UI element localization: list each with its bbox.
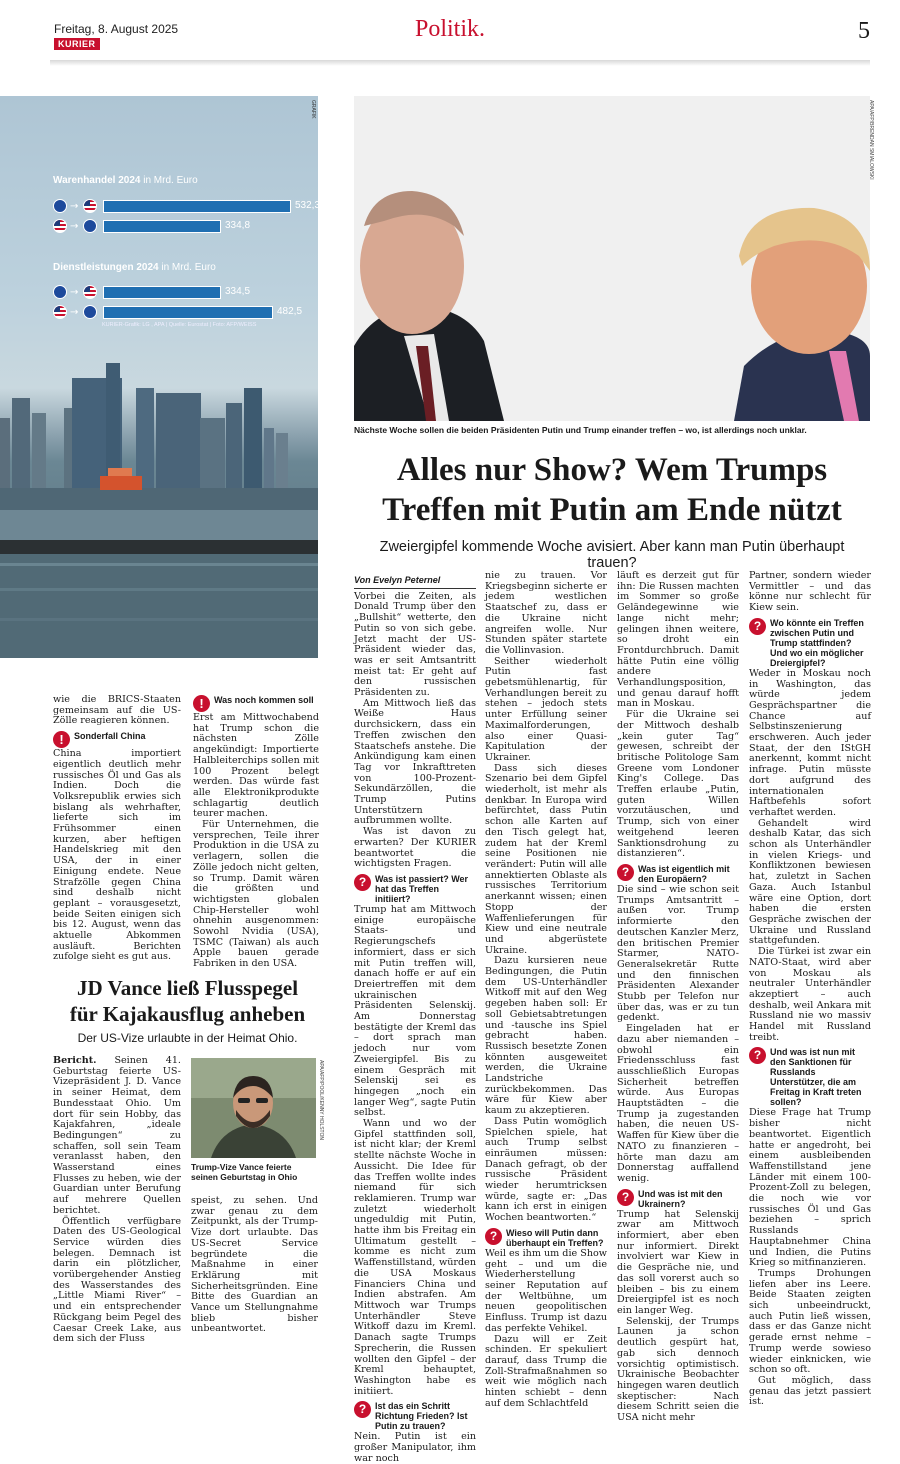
info-block: ! Was noch kommen soll — [193, 695, 319, 712]
bar — [103, 286, 221, 299]
question-icon: ? — [617, 864, 634, 881]
arrow-right-icon: → — [70, 307, 79, 318]
us-flag-icon — [53, 305, 67, 319]
brand-logo: KURIER — [54, 38, 100, 50]
question-icon: ? — [749, 618, 766, 635]
article-column-3: läuft es derzeit gut für ihn: Die Russen machten im Sommer so große Geländegewinne wie lange nicht mehr; gelingen ihnen weitere, so droht ein Frontdurchbruch. Damit hätte Putin eine völlig andere Verhandlungsposition, und genau darauf hofft man in Moskau. Für die Ukraine sei der Mittwoch deshalb „kein guter Tag“ gewesen, schreibt der britische Politologe Sam Greene vom Londoner King's College. Das Treffen erlaube „Putin, guten Willen vorzutäuschen, und Trump, sich von einer weitgehend leeren Sanktionsdrohung zu distanzieren“. ? Was ist eigentlich mit den Europäern? Die sind – wie schon seit Trumps Amtsantritt – außen vor. Trump informierte den deutschen Kanzler Merz, den britischen Premier Starmer, NATO-Generalsekretär Rutte und den finnischen Präsidenten Alexander Stubb per Telefon nur über das, was er zu tun gedenkt. Eingeladen hat er dazu aber niemanden – obwohl ein Friedensschluss fast ausschließlich Europas Sicherheit betreffen würde. Aus Europas Hauptstädten – die Trump ja zugestanden haben, die neuen US-Waffen für Kiew über die NATO zu finanzieren – hörte man dazu am Donnerstag auffallend wenig. ? Und was ist mit den Ukrainern? Trump hat Selenskij zwar am Mittwoch informiert, aber eben nur informiert. Direkt involviert war Kiew in die Gespräche nie, und das soll vorerst auch so bleiben – bis zu einem Dreiergipfel ist es noch ein langer Weg. Selenskij, der Trumps Launen ja schon deutlich gespürt hat, gab sich dennoch vorsichtig optimistisch. Ukrainische Beobachter hingegen waren deutlich skeptischer: Nach diesem Schritt seien die USA nicht mehr — [617, 570, 739, 1424]
page-number: 5 — [858, 18, 870, 44]
page-header — [0, 0, 900, 72]
question-block: ? Was ist passiert? Wer hat das Treffen initiiert? — [354, 874, 476, 904]
vance-column-2: speist, zu sehen. Und zwar genau zu dem Zeitpunkt, als der Trump-Vize dort urlaubte. Das US-Secret Service begründete die Maßnahme in einer Erklärung mit Sicherheitsgründen. Eine Bitte des Guardian an Vance um Stellungnahme blieb bisher unbeantwortet. — [191, 1195, 318, 1335]
question-block: ? Und was ist nun mit den Sanktionen für Russlands Unterstützer, die am Freitag in Kraft treten sollen? — [749, 1047, 871, 1107]
vance-portrait — [191, 1058, 316, 1158]
photo-credit: APA/AFP/BRENDAN SMIALOWSKI — [868, 100, 874, 180]
putin-trump-photo — [354, 96, 870, 421]
bar-value: 334,5 — [225, 286, 251, 297]
question-block: ? Ist das ein Schritt Richtung Frieden? Ist Putin zu trauen? — [354, 1401, 476, 1431]
bar — [103, 306, 273, 319]
vance-headline: JD Vance ließ Flusspegel für Kajakausflug anheben — [69, 976, 306, 1026]
eu-flag-icon — [53, 199, 67, 213]
side-column-1: wie die BRICS-Staaten gemeinsam auf die US-Zölle reagieren können. ! Sonderfall China China importiert eigentlich deutlich mehr russisches Öl und Gas als Indien. Doch die Volksrepublik erwies sich bislang als wehrhafter, lieferte sich im Frühsommer einen kurzen, aber heftigen Handelskrieg mit den USA, der in einer Einigung endete. Neue Strafzölle gegen China sind deshalb nicht geplant – vorausgesetzt, beide Seiten einigen sich bis 12. August, wenn das aktuelle Abkommen ausläuft. Berichten zufolge sieht es gut aus. — [53, 694, 181, 963]
question-block: ? Was ist eigentlich mit den Europäern? — [617, 864, 739, 884]
article-subhead: Zweiergipfel kommende Woche avisiert. Aber kann man Putin überhaupt trauen? — [379, 539, 845, 571]
exclamation-icon: ! — [53, 731, 70, 748]
issue-date: Freitag, 8. August 2025 — [54, 22, 179, 36]
article-column-4: Partner, sondern wieder Vermittler – und das könne nur schlecht für Kiew sein. ? Wo könnte ein Treffen zwischen Putin und Trump stattfinden? Und wo ein möglicher Dreiergipfel? Weder in Moskau noch in Washington, das würde jedem Gesprächspartner die Chance auf Selbstinszenierung erschweren. Auch jeder Staat, der den IStGH anerkennt, kommt nicht infrage. Putin müsste dort aufgrund des internationalen Haftbefehls sofort verhaftet werden. Gehandelt wird deshalb Katar, das sich schon als Unterhändler in vielen Kriegs- und Konfliktzonen bewiesen hat, zuletzt in Sachen Gaza. Auch Istanbul wäre eine Option, dort haben die ersten Gespräche zwischen der Ukraine und Russland stattgefunden. Die Türkei ist zwar ein NATO-Staat, wird aber von Moskau als neutraler Unterhändler akzeptiert – auch deshalb, weil Ankara mit Russland nie wo massiv Handel mit Russland treibt. ? Und was ist nun mit den Sanktionen für Russlands Unterstützer, die am Freitag in Kraft treten sollen? Diese Frage hat Trump bisher nicht beantwortet. Eigentlich hatte er angedroht, bei einem ausbleibenden Waffenstillstand jene Länder mit einem 100-Prozent-Zoll zu belegen, die noch wie vor russisches Öl und Gas beziehen – sprich Russlands Hauptabnehmer China und Indien, die Putins Krieg so mitfinanzieren. Trumps Drohungen liefen aber ins Leere. Beide Staaten zeigten sich unbeeindruckt, auch Putin ließ wissen, dass er das Ganze nicht gerade ernst nehme – Trump werde sowieso wieder einknicken, wie schon so oft. Gut möglich, dass genau das jetzt passiert ist. — [749, 570, 871, 1408]
info-block: ! Sonderfall China — [53, 731, 181, 748]
exclamation-icon: ! — [193, 695, 210, 712]
question-icon: ? — [485, 1228, 502, 1245]
vance-caption: Trump-Vize Vance feierte seinen Geburtstag in Ohio — [191, 1162, 298, 1182]
question-icon: ? — [354, 874, 371, 891]
main-photo — [354, 96, 874, 421]
bar-value: 532,3 — [295, 200, 321, 211]
eu-flag-icon — [53, 285, 67, 299]
article-column-2: nie zu trauen. Vor Kriegsbeginn sicherte er jedem westlichen Staatschef zu, dass er die Ukraine nicht angreifen wolle. Nur Stunden später startete die Vollinvasion. Seither wiederholt Putin fast gebetsmühlenartig, für Verhandlungen bereit zu stehen – jedoch stets unter Erfüllung seiner Maximalforderungen, also einer Quasi-Kapitulation der Ukrainer. Dass sich dieses Szenario bei dem Gipfel wiederholt, ist mehr als denkbar. In Europa wird befürchtet, dass Putin schon alle Karten auf den Tisch gelegt hat, zudem hat der Kreml seine Positionen nie verändert: Putin will alle annektierten Oblaste als russisches Territorium anerkannt wissen; einen Stopp der Waffenlieferungen für Kiew und eine neutrale und abgerüstete Ukraine. Dazu kursieren neue Bedingungen, die Putin dem US-Unterhändler Witkoff mit auf den Weg gegeben haben soll: Er soll Gebietsabtretungen und -tausche ins Spiel gebracht haben. Russisch besetzte Zonen könnten ausgeweitet werden, die Ukraine Landstriche zurückbekommen. Das wäre für Kiew aber kaum zu akzeptieren. Dass Putin womöglich Spielchen spiele, hat auch Trump selbst einräumen müssen: Danach gefragt, ob der russische Präsident wieder herumtricksen würde, sagte er: „Das kann ich erst in einigen Wochen beantworten.“ ? Wieso will Putin dann überhaupt ein Treffen? Weil es ihm um die Show geht – und um die Wiederherstellung seiner Reputation auf der Weltbühne, um neuen geopolitischen Einfluss. Trump ist dazu das perfekte Vehikel. Dazu will er Zeit schinden. Er spekuliert darauf, dass Trump die Zoll-Strafmaßnahmen so weit wie möglich nach hinten schiebt – denn auf dem Schlachtfeld — [485, 570, 607, 1409]
question-icon: ? — [617, 1189, 634, 1206]
arrow-right-icon: → — [70, 287, 79, 298]
us-flag-icon — [53, 219, 67, 233]
eu-flag-icon — [83, 305, 97, 319]
warenhandel-title: Warenhandel 2024 in Mrd. Euro — [53, 175, 198, 186]
question-icon: ? — [354, 1401, 371, 1418]
article-headline: Alles nur Show? Wem Trumps Treffen mit Putin am Ende nützt — [382, 452, 842, 528]
article-column-1: Von Evelyn Peternel Vorbei die Zeiten, als Donald Trump über den „Bullshit“ wetterte, den Putin so von sich gebe. Jetzt macht der US-Präsident wieder das, was er seit Amtsantritt meist tat: Er geht auf den russischen Präsidenten zu. Am Mittwoch ließ das Weiße Haus durchsickern, dass ein Treffen zwischen den Staatschefs anstehe. Die Ankündigung kam einen Tag vor Inkrafttreten von 100-Prozent-Sekundärzöllen, die Trump Putins Unterstützern aufbrummen wollte. Was ist davon zu erwarten? Der KURIER beantwortet die wichtigsten Fragen. ? Was ist passiert? Wer hat das Treffen initiiert? Trump hat am Mittwoch einige europäische Staats- und Regierungschefs informiert, dass er sich mit Putin treffen will, danach hoffe er auf ein Dreiertreffen mit dem ukrainischen Präsidenten Selenskij. Am Donnerstag bestätigte der Kreml das – dort sprach man jedoch nur vom Zweiergipfel. Bis zu einem Gespräch mit Selenskij sei es hingegen „noch ein langer Weg“, sagte Putin selbst. Wann und wo der Gipfel stattfinden soll, ist nicht klar; der Kreml stellte nächste Woche in Aussicht. Die Idee für das Treffen wollte indes niemand für sich reklamieren. Trump war zuletzt wiederholt ungeduldig mit Putin, hatte ihm bis Freitag ein Ultimatum gestellt – komme es nicht zum Waffenstillstand, würden die USA Moskaus Financiers China und Indien abstrafen. Am Mittwoch war Trumps Unterhändler Steve Witkoff dazu im Kreml. Danach sagte Trumps Sprecherin, die Russen wollten den Gipfel – der Kreml behauptet, Washington habe es initiiert. ? Ist das ein Schritt Richtung Frieden? Ist Putin zu trauen? Nein. Putin ist ein großer Manipulator, ihm war noch — [354, 575, 476, 1464]
section-title: Politik. — [414, 16, 486, 42]
question-block: ? Und was ist mit den Ukrainern? — [617, 1189, 739, 1209]
photo-caption: Nächste Woche sollen die beiden Präsidenten Putin und Trump einander treffen – wo, ist allerdings noch unklar. — [354, 425, 807, 435]
vance-photo-credit: APA/AFP/POOL/KENNY HOLSTON — [318, 1060, 324, 1141]
us-flag-icon — [83, 199, 97, 213]
arrow-right-icon: → — [70, 201, 79, 212]
graphic-credit: GRAFIK — [310, 100, 316, 119]
bar-value: 482,5 — [277, 306, 303, 317]
side-column-2: ! Was noch kommen soll Erst am Mittwochabend hat Trump schon die nächsten Zölle angekündigt: Importierte Halbleiterchips sollen mit 100 Prozent belegt werden. Das würde fast alle Elektronikprodukte schlagartig deutlich teurer machen. Für Unternehmen, die versprechen, Teile ihrer Produktion in die USA zu verlagern, sollen die Zölle jedoch nicht gelten, so Trump. Damit wären die größten und wichtigsten globalen Chip-Hersteller wohl ohnehin ausgenommen: Sowohl Nvidia (USA), TSMC (Taiwan) als auch Apple bauen gerade Fabriken in den USA. — [193, 695, 319, 970]
bar — [103, 200, 291, 213]
question-icon: ? — [749, 1047, 766, 1064]
question-block: ? Wo könnte ein Treffen zwischen Putin und Trump stattfinden? Und wo ein möglicher Dreiergipfel? — [749, 618, 871, 668]
trade-graphic — [0, 96, 321, 658]
eu-flag-icon — [83, 219, 97, 233]
vance-column-1: Bericht. Seinen 41. Geburtstag feierte US-Vizepräsident J. D. Vance in seiner Heimat, dem Bundesstaat Ohio. Um dort für sein Hobby, das Kajakfahren, „ideale Bedingungen“ zu schaffen, soll sein Team veranlasst haben, den Wasserstand eines Flusses zu heben, wie der Guardian unter Berufung auf mehrere Quellen berichtet. Öffentlich verfügbare Daten des US-Geological Service würden dies belegen. Demnach ist darin ein plötzlicher, vorübergehender Anstieg des Wasserstandes des „Little Miami River“ – und ein entsprechender Rückgang beim Pegel des Caesar Creek Lake, aus dem sich der Fluss — [53, 1055, 181, 1345]
bar — [103, 220, 221, 233]
vance-photo — [191, 1058, 316, 1158]
us-flag-icon — [83, 285, 97, 299]
arrow-right-icon: → — [70, 221, 79, 232]
header-divider — [50, 60, 870, 66]
dienst-title: Dienstleistungen 2024 in Mrd. Euro — [53, 262, 216, 273]
question-block: ? Wieso will Putin dann überhaupt ein Treffen? — [485, 1228, 607, 1248]
bar-value: 334,8 — [225, 220, 251, 231]
vance-lead: Bericht. — [53, 1055, 97, 1066]
graphic-source: KURIER-Grafik: LG , APA | Quelle: Eurostat | Foto: AFP/WEISS — [102, 322, 257, 328]
skyline-photo — [0, 358, 318, 658]
author: Von Evelyn Peternel — [354, 575, 476, 589]
vance-subhead: Der US-Vize urlaubte in der Heimat Ohio. — [77, 1031, 298, 1045]
